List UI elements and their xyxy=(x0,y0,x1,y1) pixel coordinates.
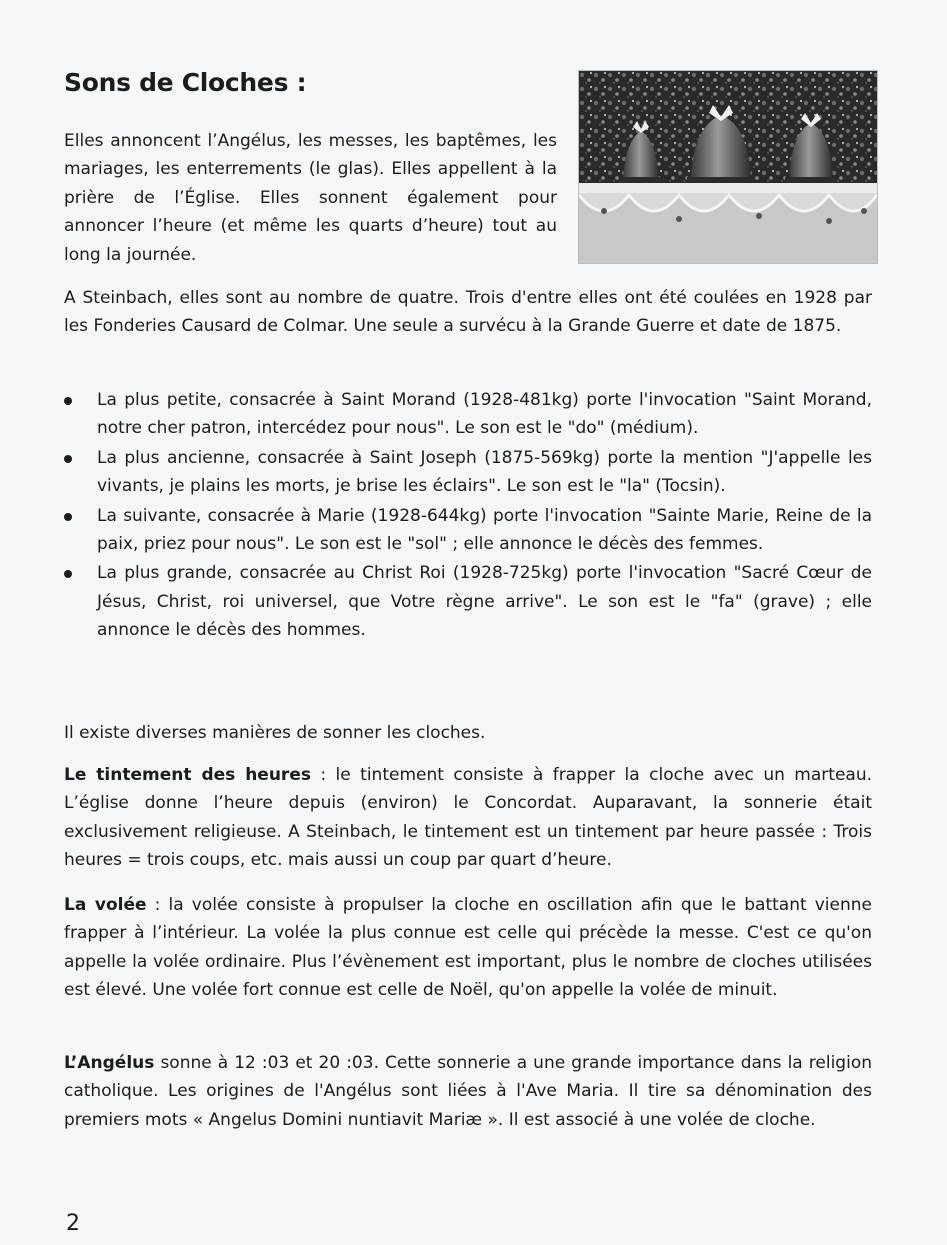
page-number: 2 xyxy=(66,1211,80,1236)
tintement-paragraph xyxy=(64,761,872,875)
tintement-text: : le tintement consiste à frapper la cloche avec un marteau. L’église donne l’heure depuis (environ) le Concordat. Auparavant, la sonnerie était exclusivement religieuse. A Steinbach, le tintement est un tintement par heure passée : Trois heures = trois coups, etc. mais aussi un coup par quart d’heure. xyxy=(64,765,872,871)
bullet-icon xyxy=(64,455,72,463)
intro-paragraph: Elles annoncent l’Angélus, les messes, les baptêmes, les mariages, les enterrements (le glas). Elles appellent à la prière de l’Église. Elles sonnent également pour annoncer l’heure (et même les quarts d’heure) tout au long la journée. xyxy=(64,131,557,265)
angelus-text: sonne à 12 :03 et 20 :03. Cette sonnerie a une grande importance dans la religion catholique. Les origines de l'Angélus sont liées à l'Ave Maria. Il tire sa dénomination des premiers mots « Angelus Domini nuntiavit Mariæ ». Il est associé à une volée de cloche. xyxy=(64,1053,872,1130)
manieres-paragraph: Il existe diverses manières de sonner les cloches. xyxy=(64,723,486,743)
list-item xyxy=(64,502,872,559)
steinbach-paragraph: A Steinbach, elles sont au nombre de quatre. Trois d'entre elles ont été coulées en 1928 par les Fonderies Causard de Colmar. Une seule a survécu à la Grande Guerre et date de 1875. xyxy=(64,288,872,337)
page-title: Sons de Cloches : xyxy=(64,68,307,97)
bells-photo xyxy=(578,70,878,264)
bullet-icon xyxy=(64,397,72,405)
list-item-text: La suivante, consacrée à Marie (1928-644kg) porte l'invocation "Sainte Marie, Reine de la paix, priez pour nous". Le son est le "sol" ; elle annonce le décès des femmes. xyxy=(97,505,872,555)
list-item xyxy=(64,444,872,501)
angelus-heading: L’Angélus xyxy=(64,1053,155,1073)
bullet-icon xyxy=(64,513,72,521)
list-item-text: La plus ancienne, consacrée à Saint Joseph (1875-569kg) porte la mention "J'appelle les vivants, je plains les morts, je brise les éclairs". Le son est le "la" (Tocsin). xyxy=(97,447,872,497)
list-item xyxy=(64,559,872,644)
volee-heading: La volée xyxy=(64,895,147,915)
tintement-heading: Le tintement des heures xyxy=(64,765,311,785)
list-item-text: La plus petite, consacrée à Saint Morand (1928-481kg) porte l'invocation "Saint Morand, notre cher patron, intercédez pour nous". Le son est le "do" (médium). xyxy=(97,390,872,439)
volee-text: : la volée consiste à propulser la cloche en oscillation afin que le battant vienne frapper à l’intérieur. La volée la plus connue est celle qui précède la messe. C'est ce qu'on appelle la volée ordinaire. Plus l’évènement est important, plus le nombre de cloches utilisées est élevé. Une volée fort connue est celle de Noël, qu'on appelle la volée de minuit. xyxy=(64,895,872,1001)
volee-paragraph xyxy=(64,891,872,1005)
angelus-paragraph xyxy=(64,1049,872,1134)
bells-photo-graphic xyxy=(579,71,877,263)
list-item xyxy=(64,386,872,443)
bells-list xyxy=(64,386,872,646)
bullet-icon xyxy=(64,570,72,578)
list-item-text: La plus grande, consacrée au Christ Roi (1928-725kg) porte l'invocation "Sacré Cœur de Jésus, Christ, roi universel, que Votre règne arrive". Le son est le "fa" (grave) ; elle annonce le décès des hommes. xyxy=(97,563,872,641)
